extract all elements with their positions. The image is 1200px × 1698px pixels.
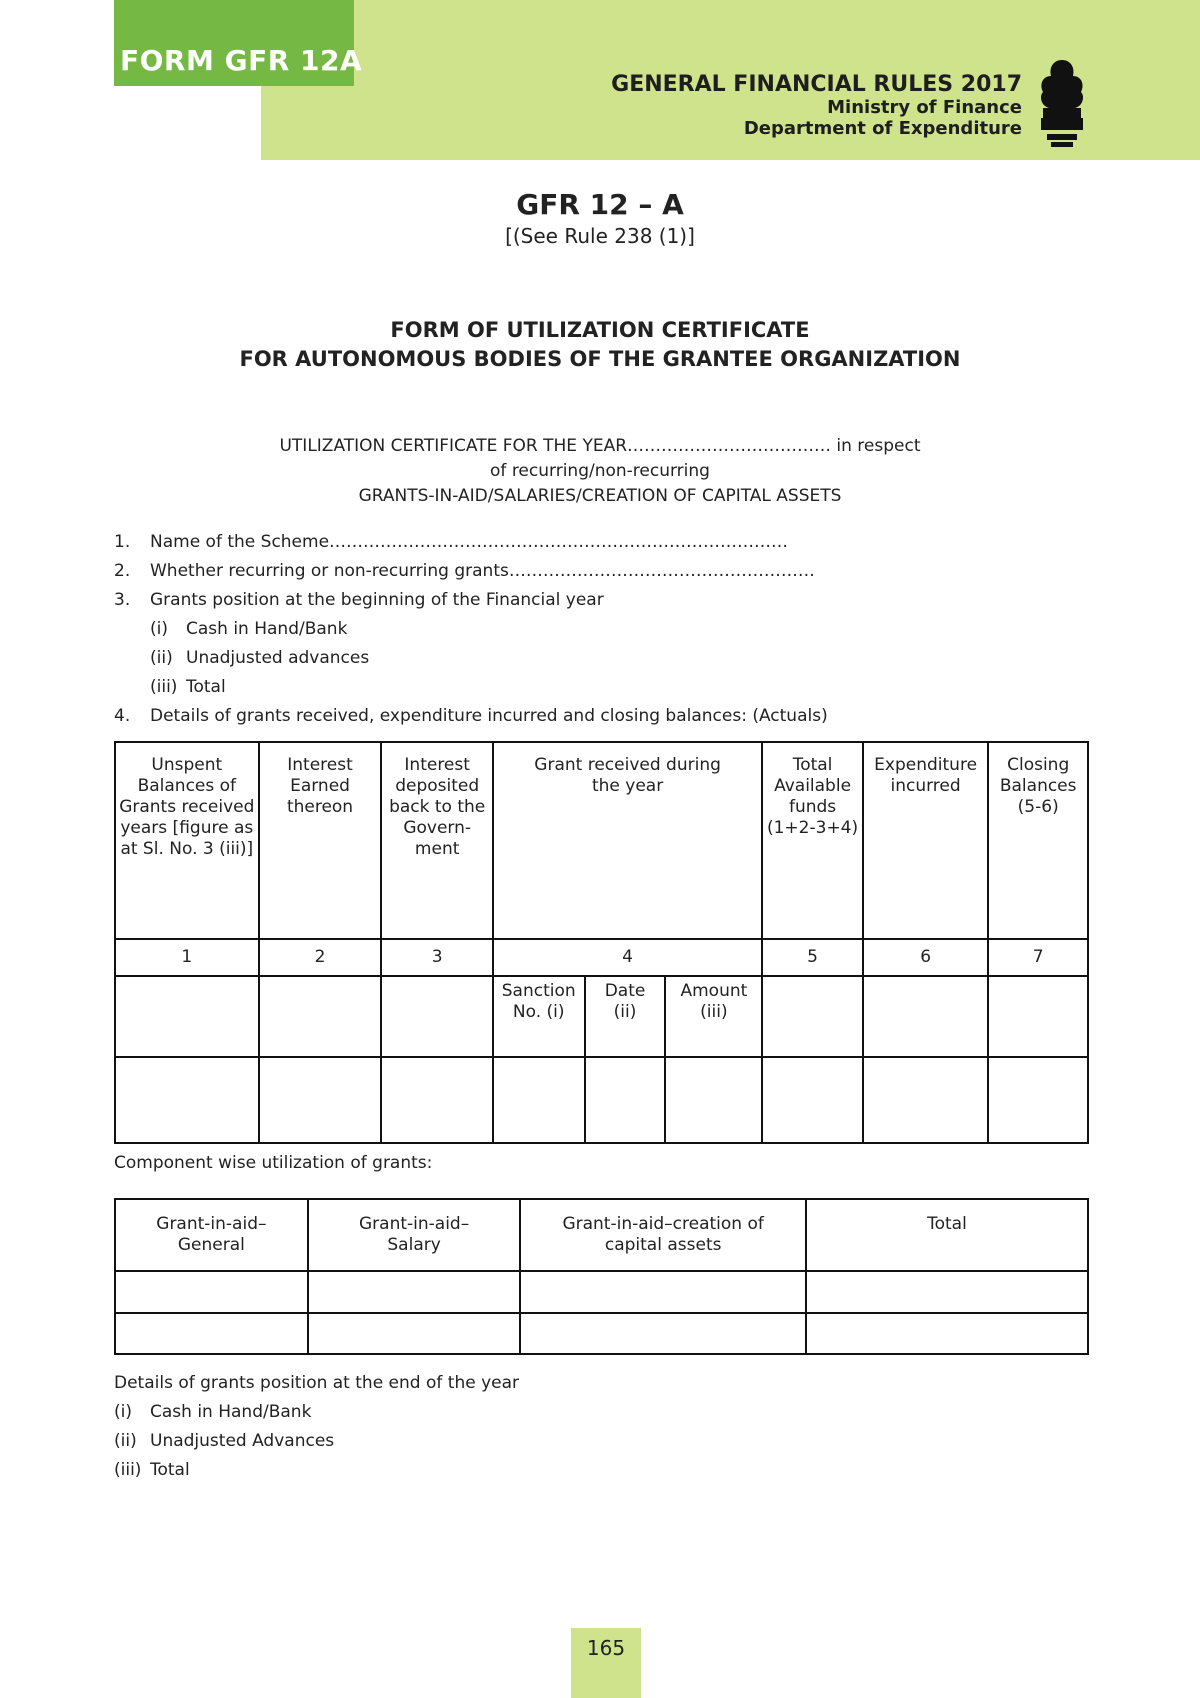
- column-number: 2: [259, 939, 382, 976]
- header-title: GENERAL FINANCIAL RULES 2017: [611, 72, 1022, 97]
- table-cell: [988, 1057, 1088, 1143]
- table-subheader-cell: Date (ii): [585, 976, 666, 1057]
- table-cell: [381, 1057, 492, 1143]
- table-header-row: [115, 1199, 1088, 1271]
- table-header-cell: Interest Earned thereon: [259, 742, 382, 939]
- table-cell: [381, 976, 492, 1057]
- table-cell: [585, 1057, 666, 1143]
- header-ministry: Ministry of Finance: [827, 97, 1022, 118]
- table-cell: [520, 1313, 805, 1354]
- column-number: 5: [762, 939, 863, 976]
- certificate-subheading: [0, 434, 1200, 509]
- table-subheader-cell: Amount (iii): [665, 976, 762, 1057]
- table-cell: [308, 1313, 521, 1354]
- table-cell: [988, 976, 1088, 1057]
- table-cell: [520, 1271, 805, 1313]
- table-cell: [115, 1313, 308, 1354]
- table-header-cell: Expenditure incurred: [863, 742, 989, 939]
- table-cell: [863, 976, 989, 1057]
- cert-line-2: of recurring/non-recurring: [490, 461, 710, 481]
- table-header-cell: Total Available funds (1+2-3+4): [762, 742, 863, 939]
- table-cell: [665, 1057, 762, 1143]
- column-number: 6: [863, 939, 989, 976]
- form-tag: FORM GFR 12A: [114, 0, 354, 86]
- header-department: Department of Expenditure: [743, 118, 1022, 139]
- column-number: 1: [115, 939, 259, 976]
- table-subheader-cell: Sanction No. (i): [493, 976, 585, 1057]
- national-emblem-icon: [1033, 56, 1091, 152]
- cert-line-3: GRANTS-IN-AID/SALARIES/CREATION OF CAPITAL ASSETS: [358, 486, 842, 506]
- table-header-cell: Grant-in-aid–Salary: [308, 1199, 521, 1271]
- column-number: 7: [988, 939, 1088, 976]
- table-header-row: [115, 742, 1088, 939]
- table-header-cell: Grant-in-aid–creation of capital assets: [520, 1199, 805, 1271]
- grants-details-table: [114, 741, 1089, 1144]
- heading-line-1: FORM OF UTILIZATION CERTIFICATE: [390, 318, 810, 342]
- table-header-cell: Unspent Balances of Grants received years [figure as at Sl. No. 3 (iii)]: [115, 742, 259, 939]
- table-header-cell: Grant-in-aid–General: [115, 1199, 308, 1271]
- table-cell: [115, 1057, 259, 1143]
- header-text: [611, 72, 1022, 139]
- table-cell: [806, 1313, 1088, 1354]
- table-header-cell: Interest deposited back to the Govern-ment: [381, 742, 492, 939]
- table-subheader-row: [115, 976, 1088, 1057]
- table-cell: [308, 1271, 521, 1313]
- column-number: 4: [493, 939, 762, 976]
- page-number: 165: [571, 1628, 641, 1698]
- table-cell: [115, 1271, 308, 1313]
- table-cell: [762, 1057, 863, 1143]
- rule-reference: [(See Rule 238 (1)]: [505, 224, 695, 248]
- column-number: 3: [381, 939, 492, 976]
- table-header-cell: Grant received during the year: [493, 742, 762, 939]
- cert-line-1: UTILIZATION CERTIFICATE FOR THE YEAR……………………………… in respect: [279, 436, 921, 456]
- end-position-label: Details of grants position at the end of the year: [114, 1373, 520, 1393]
- component-table: [114, 1198, 1089, 1355]
- table-cell: [115, 976, 259, 1057]
- table-number-row: [115, 939, 1088, 976]
- table-cell: [863, 1057, 989, 1143]
- component-label: Component wise utilization of grants:: [114, 1153, 433, 1173]
- heading-line-2: FOR AUTONOMOUS BODIES OF THE GRANTEE ORGANIZATION: [239, 347, 961, 371]
- certificate-heading: [0, 316, 1200, 374]
- table-header-cell: Total: [806, 1199, 1088, 1271]
- table-cell: [806, 1271, 1088, 1313]
- form-number: GFR 12 – A: [516, 188, 684, 221]
- table-cell: [762, 976, 863, 1057]
- table-row: [115, 1313, 1088, 1354]
- table-cell: [493, 1057, 585, 1143]
- table-cell: [259, 976, 382, 1057]
- table-header-cell: Closing Balances (5-6): [988, 742, 1088, 939]
- table-cell: [259, 1057, 382, 1143]
- table-row: [115, 1271, 1088, 1313]
- table-row: [115, 1057, 1088, 1143]
